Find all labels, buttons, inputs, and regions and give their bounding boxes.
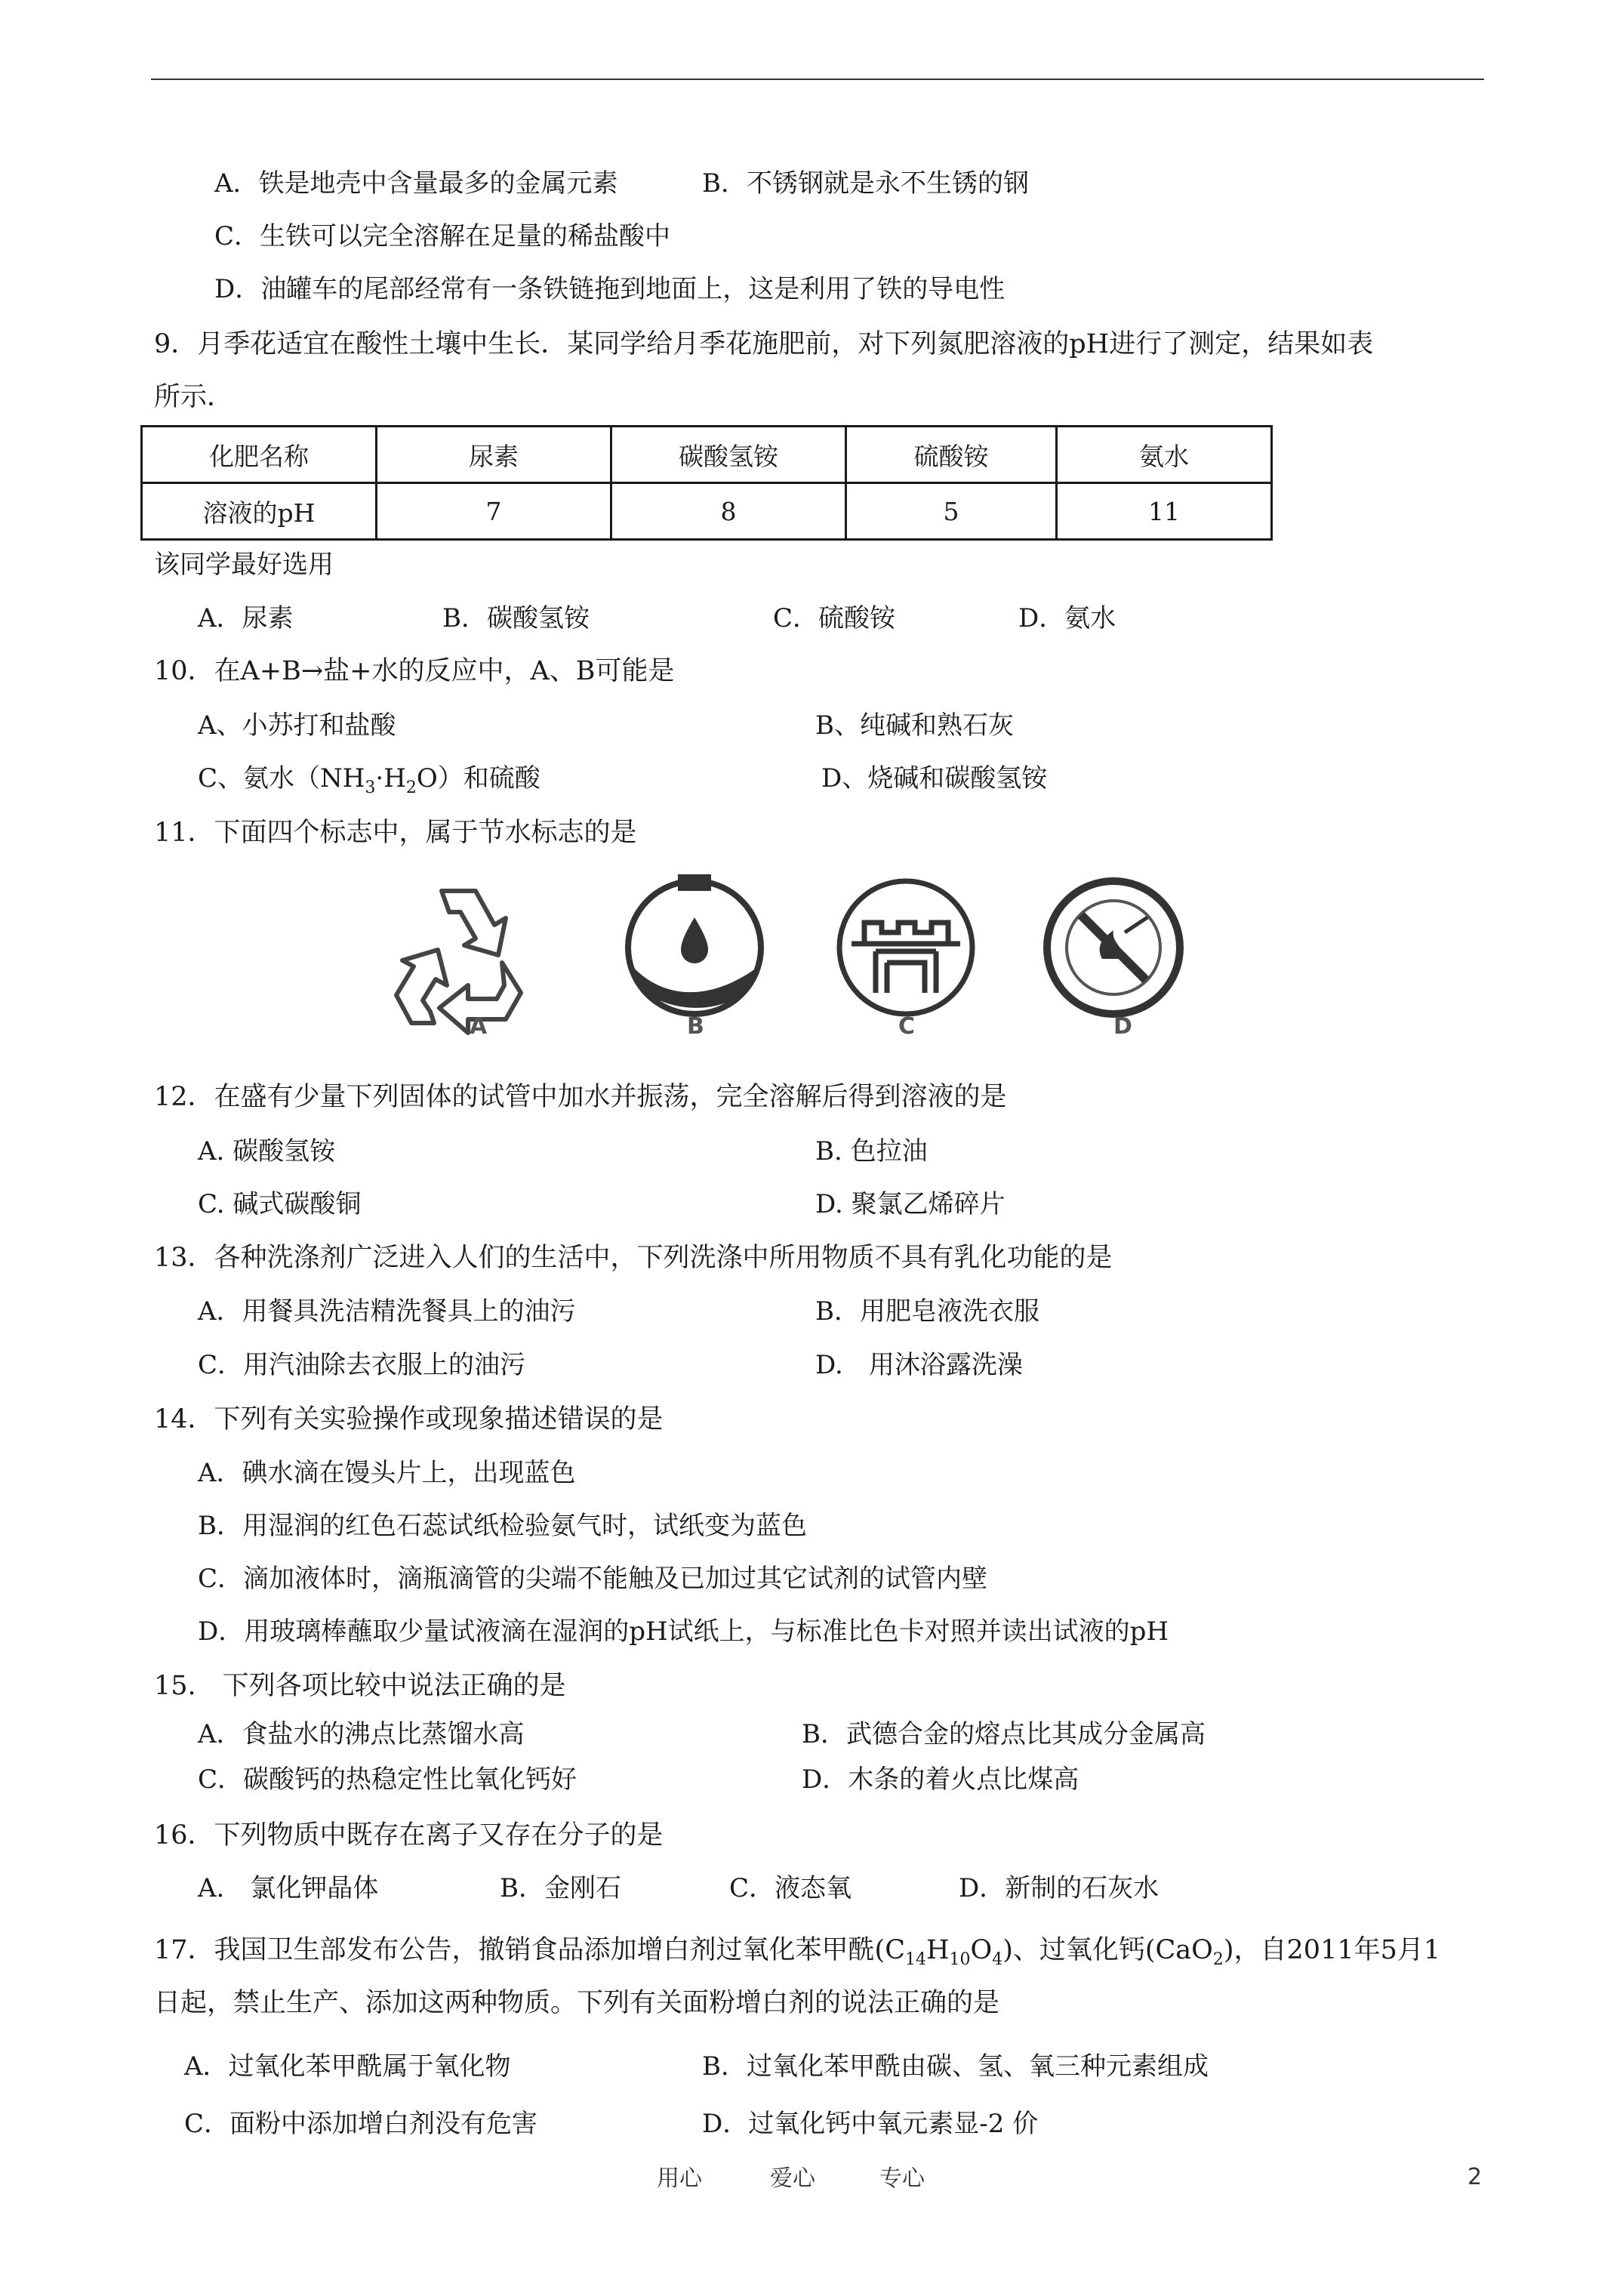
- table-cell: 8: [611, 483, 846, 540]
- q16-option-d: D．新制的石灰水: [959, 1873, 1160, 1903]
- q9-prompt: 该同学最好选用: [154, 550, 334, 580]
- q14-stem: 14．下列有关实验操作或现象描述错误的是: [154, 1404, 664, 1435]
- symbol-label-d: D: [1113, 1013, 1132, 1040]
- q16-option-b: B．金刚石: [500, 1873, 621, 1903]
- q17-stem-line1: 17．我国卫生部发布公告，撤销食品添加增白剂过氧化苯甲酰$(C_{14}H_{10}O_4)$、过氧化钙(CaO$_2$)，自2011年5月1: [154, 1935, 1441, 1969]
- table-cell: 5: [846, 483, 1057, 540]
- q9-option-c: C．硫酸铵: [773, 603, 896, 633]
- q13-option-b: B．用肥皂液洗衣服: [815, 1296, 1039, 1327]
- q8-option-b: B．不锈钢就是永不生锈的钢: [702, 168, 1029, 199]
- q12-option-c: C. 碱式碳酸铜: [198, 1189, 362, 1219]
- q9-option-b: B．碳酸氢铵: [442, 603, 590, 633]
- symbol-label-b: B: [687, 1013, 704, 1040]
- ph-table: [140, 425, 1273, 541]
- table-cell: 氨水: [1057, 427, 1272, 483]
- q15-option-a: A．食盐水的沸点比蒸馏水高: [198, 1719, 525, 1749]
- q10-option-c: C、氨水$(NH_3\cdot H_2O)$和硫酸: [198, 763, 540, 797]
- q9-option-d: D．氨水: [1018, 603, 1116, 633]
- q15-stem: 15. 下列各项比较中说法正确的是: [154, 1671, 566, 1701]
- q14-option-d: D．用玻璃棒蘸取少量试液滴在湿润的pH试纸上，与标准比色卡对照并读出试液的pH: [198, 1616, 1169, 1647]
- page-number: 2: [1467, 2164, 1483, 2190]
- q12-stem: 12．在盛有少量下列固体的试管中加水并振荡，完全溶解后得到溶液的是: [154, 1082, 1007, 1112]
- q11-stem: 11．下面四个标志中，属于节水标志的是: [154, 818, 637, 848]
- q16-stem: 16．下列物质中既存在离子又存在分子的是: [154, 1820, 664, 1851]
- table-cell: 尿素: [377, 427, 611, 483]
- q17-stem-line2: 日起，禁止生产、添加这两种物质。下列有关面粉增白剂的说法正确的是: [154, 1988, 1000, 2018]
- footer-motto-1: 用心: [657, 2165, 702, 2192]
- footer-motto-2: 爱心: [770, 2165, 815, 2192]
- water-drop-hand-icon: [628, 874, 761, 1014]
- table-cell: 碳酸氢铵: [611, 427, 846, 483]
- q12-option-b: B. 色拉油: [815, 1136, 928, 1166]
- recycle-icon: [396, 891, 521, 1033]
- q15-option-d: D．木条的着火点比煤高: [802, 1764, 1079, 1795]
- q10-stem: 10．在A+B→盐+水的反应中，A、B可能是: [154, 656, 675, 686]
- q13-option-c: C．用汽油除去衣服上的油污: [198, 1350, 526, 1380]
- q14-option-b: B．用湿润的红色石蕊试纸检验氨气时，试纸变为蓝色: [198, 1511, 807, 1541]
- q8-option-a: A．铁是地壳中含量最多的金属元素: [214, 168, 618, 199]
- q9-option-a: A．尿素: [198, 603, 294, 633]
- q13-option-a: A．用餐具洗洁精洗餐具上的油污: [198, 1296, 576, 1327]
- table-cell: 化肥名称: [142, 427, 377, 483]
- header-rule: [151, 79, 1484, 80]
- q12-option-a: A. 碳酸氢铵: [198, 1136, 336, 1166]
- q8-option-c: C．生铁可以完全溶解在足量的稀盐酸中: [214, 221, 671, 251]
- table-row: [142, 427, 1272, 483]
- q9-stem-line1: 9．月季花适宜在酸性土壤中生长．某同学给月季花施肥前，对下列氮肥溶液的pH进行了测定，结果如表: [154, 329, 1374, 359]
- q14-option-c: C．滴加液体时，滴瓶滴管的尖端不能触及已加过其它试剂的试管内壁: [198, 1564, 988, 1594]
- q16-option-c: C．液态氧: [729, 1873, 852, 1903]
- q17-option-c: C．面粉中添加增白剂没有危害: [184, 2109, 538, 2139]
- symbol-label-a: A: [470, 1013, 488, 1040]
- q15-option-c: C．碳酸钙的热稳定性比氧化钙好: [198, 1764, 577, 1795]
- q9-stem-line2: 所示．: [154, 382, 234, 412]
- q13-stem: 13．各种洗涤剂广泛进入人们的生活中，下列洗涤中所用物质不具有乳化功能的是: [154, 1243, 1113, 1273]
- q17-option-d: D．过氧化钙中氧元素显-2 价: [702, 2109, 1039, 2139]
- table-cell: 7: [377, 483, 611, 540]
- no-fire-icon: [1047, 881, 1180, 1014]
- q8-option-d: D．油罐车的尾部经常有一条铁链拖到地面上，这是利用了铁的导电性: [214, 274, 1006, 304]
- table-cell: 11: [1057, 483, 1272, 540]
- q12-option-d: D. 聚氯乙烯碎片: [815, 1189, 1006, 1219]
- q15-option-b: B．武德合金的熔点比其成分金属高: [802, 1719, 1206, 1749]
- q10-option-d: D、烧碱和碳酸氢铵: [821, 763, 1048, 794]
- table-cell: 溶液的pH: [142, 483, 377, 540]
- symbol-label-c: C: [898, 1013, 916, 1040]
- footer-motto-3: 专心: [879, 2165, 925, 2192]
- q17-option-a: A．过氧化苯甲酰属于氧化物: [184, 2051, 511, 2082]
- q16-option-a: A. 氯化钾晶体: [198, 1873, 379, 1903]
- table-row: [142, 483, 1272, 540]
- q13-option-d: D. 用沐浴露洗澡: [815, 1350, 1023, 1380]
- q17-option-b: B．过氧化苯甲酰由碳、氢、氧三种元素组成: [702, 2051, 1209, 2082]
- q14-option-a: A．碘水滴在馒头片上，出现蓝色: [198, 1458, 576, 1488]
- table-cell: 硫酸铵: [846, 427, 1057, 483]
- water-emblem-icon: [839, 881, 972, 1014]
- q10-option-a: A、小苏打和盐酸: [198, 710, 396, 741]
- q10-option-b: B、纯碱和熟石灰: [815, 710, 1014, 741]
